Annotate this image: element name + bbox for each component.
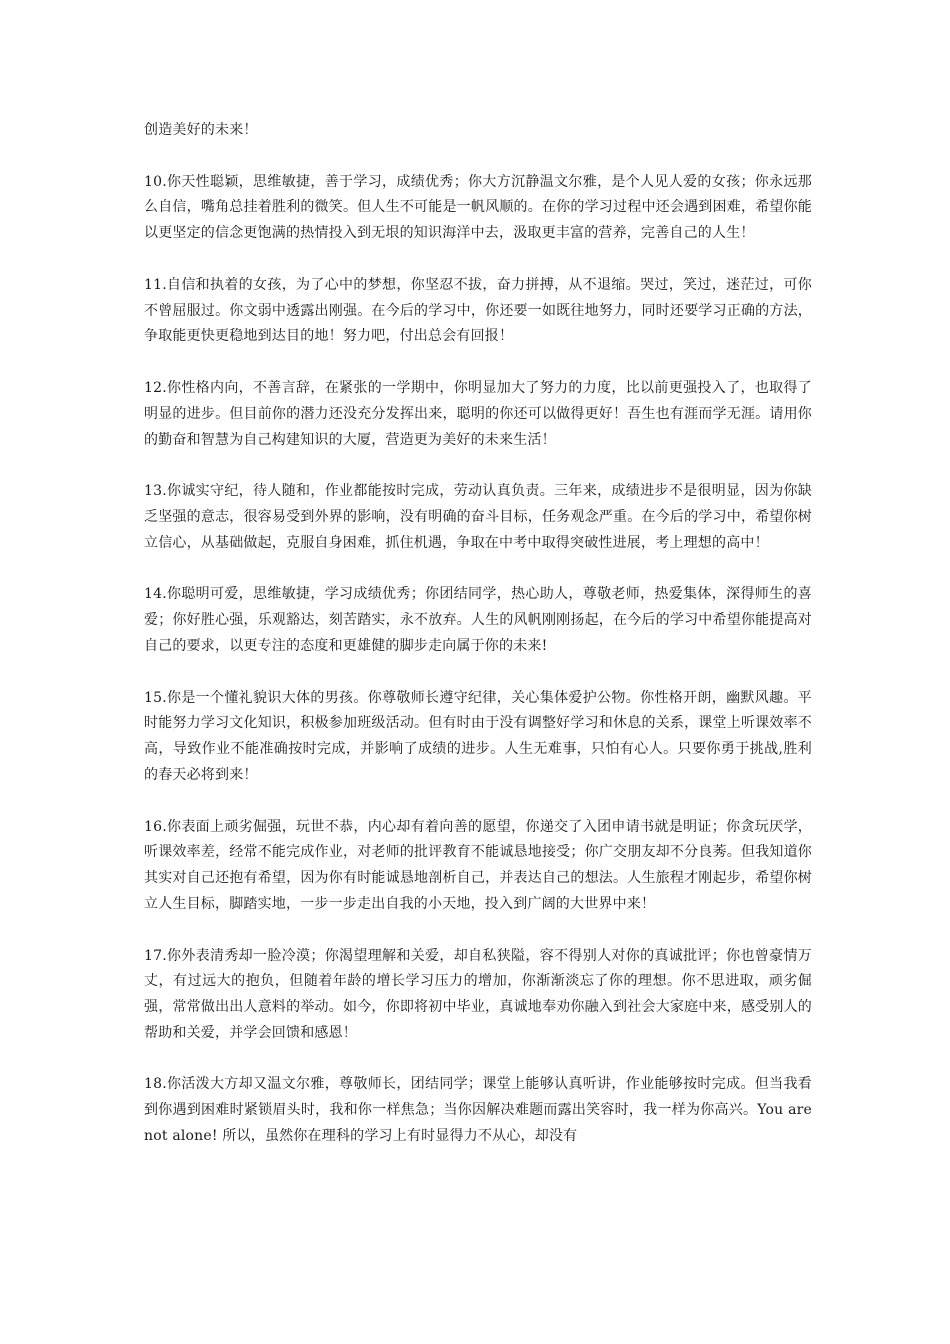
document-body bbox=[144, 118, 812, 1176]
paragraph-1: 10.你天性聪颖，思维敏捷，善于学习，成绩优秀；你大方沉静温文尔雅，是个人见人爱的女孩；你永远那么自信，嘴角总挂着胜利的微笑。但人生不可能是一帆风顺的。在你的学习过程中还会遇到困难，希望你能以更坚定的信念更饱满的热情投入到无垠的知识海洋中去，汲取更丰富的营养，完善自己的人生！ bbox=[144, 173, 812, 242]
paragraph-9: 18.你活泼大方却又温文尔雅，尊敬师长，团结同学；课堂上能够认真听讲，作业能够按时完成。但当我看到你遇到困难时紧锁眉头时，我和你一样焦急；当你因解决难题而露出笑容时，我一样为你高兴。You are not alone! 所以，虽然你在理科的学习上有时显得力不从心，却没有 bbox=[144, 1076, 812, 1145]
paragraph-3: 12.你性格内向，不善言辞，在紧张的一学期中，你明显加大了努力的力度，比以前更强投入了，也取得了明显的进步。但目前你的潜力还没充分发挥出来，聪明的你还可以做得更好！吾生也有涯而学无涯。请用你的勤奋和智慧为自己构建知识的大厦，营造更为美好的未来生活！ bbox=[144, 379, 812, 448]
paragraph-7: 16.你表面上顽劣倔强，玩世不恭，内心却有着向善的愿望，你递交了入团申请书就是明证；你贪玩厌学，听课效率差，经常不能完成作业，对老师的批评教育不能诚恳地接受；你广交朋友却不分良莠。但我知道你其实对自己还抱有希望，因为你有时能诚恳地剖析自己，并表达自己的想法。人生旅程才刚起步，希望你树立人生目标，脚踏实地，一步一步走出自我的小天地，投入到广阔的大世界中来！ bbox=[144, 818, 812, 912]
paragraph-5: 14.你聪明可爱，思维敏捷，学习成绩优秀；你团结同学，热心助人，尊敬老师，热爱集体，深得师生的喜爱；你好胜心强，乐观豁达，刻苦踏实，永不放弃。人生的风帆刚刚扬起，在今后的学习中希望你能提高对自己的要求，以更专注的态度和更雄健的脚步走向属于你的未来! bbox=[144, 586, 812, 654]
paragraph-0: 创造美好的未来！ bbox=[144, 122, 258, 138]
paragraph-6: 15.你是一个懂礼貌识大体的男孩。你尊敬师长遵守纪律，关心集体爱护公物。你性格开朗，幽默风趣。平时能努力学习文化知识，积极参加班级活动。但有时由于没有调整好学习和休息的关系，课堂上听课效率不高，导致作业不能准确按时完成，并影响了成绩的进步。人生无难事，只怕有心人。只要你勇于挑战,胜利的春天必将到来！ bbox=[144, 689, 812, 783]
paragraph-8: 17.你外表清秀却一脸冷漠；你渴望理解和关爱，却自私狭隘，容不得别人对你的真诚批评；你也曾豪情万丈，有过远大的抱负，但随着年龄的增长学习压力的增加，你渐渐淡忘了你的理想。你不思进取，顽劣倔强，常常做出出人意料的举动。如今，你即将初中毕业，真诚地奉劝你融入到社会大家庭中来，感受别人的帮助和关爱，并学会回馈和感恩！ bbox=[144, 947, 812, 1041]
paragraph-4: 13.你诚实守纪，待人随和，作业都能按时完成，劳动认真负责。三年来，成绩进步不是很明显，因为你缺乏坚强的意志，很容易受到外界的影响，没有明确的奋斗目标，任务观念严重。在今后的学习中，希望你树立信心，从基础做起，克服自身困难，抓住机遇，争取在中考中取得突破性进展，考上理想的高中！ bbox=[144, 483, 812, 551]
paragraph-2: 11.自信和执着的女孩，为了心中的梦想，你坚忍不拔，奋力拼搏，从不退缩。哭过，笑过，迷茫过，可你不曾屈服过。你文弱中透露出刚强。在今后的学习中，你还要一如既往地努力，同时还要学习正确的方法，争取能更快更稳地到达目的地！努力吧，付出总会有回报！ bbox=[144, 276, 812, 345]
